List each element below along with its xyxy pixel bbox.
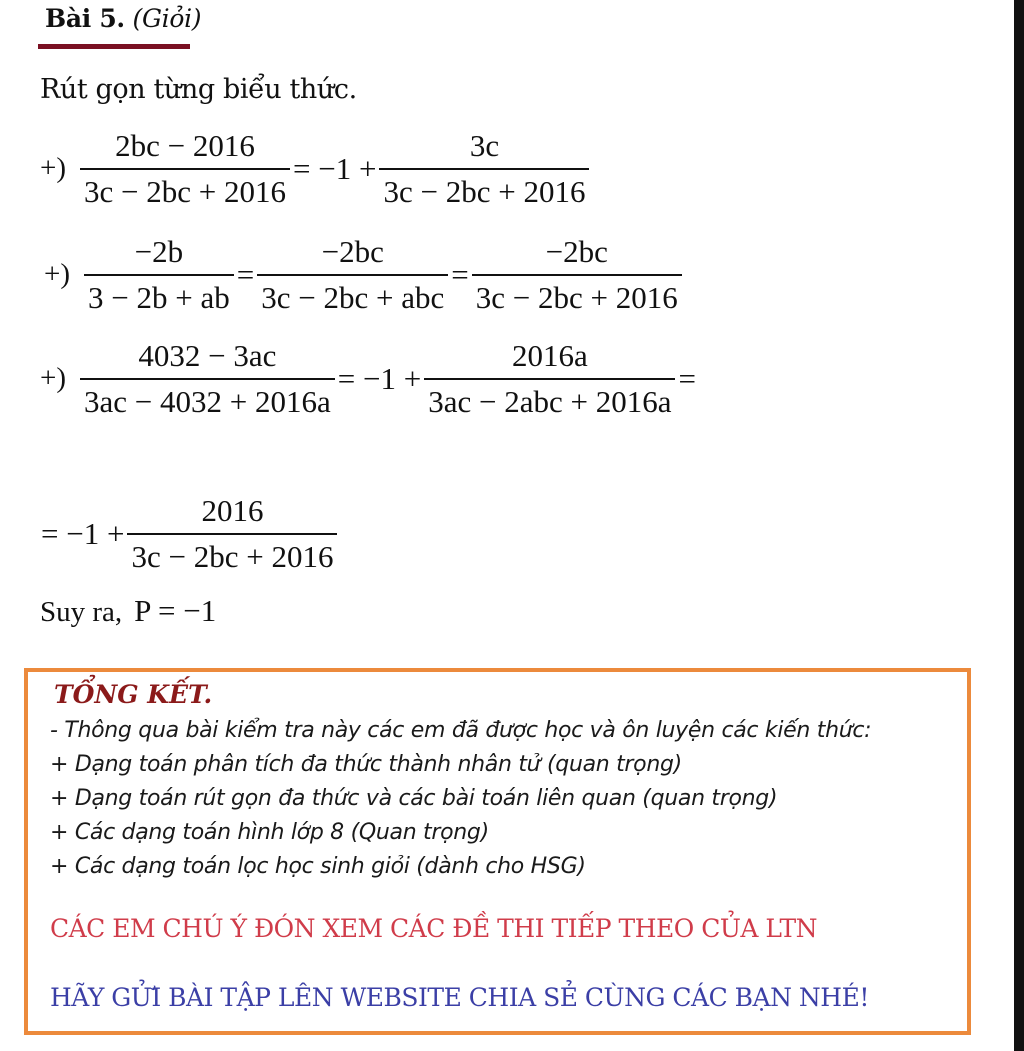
fraction: [80, 128, 290, 209]
fraction: [379, 128, 589, 209]
fraction-denominator: 3 − 2b + ab: [88, 279, 230, 315]
instruction-text: Rút gọn từng biểu thức.: [40, 74, 357, 105]
fraction: [472, 234, 682, 315]
summary-title: TỔNG KẾT.: [54, 680, 213, 709]
fraction-numerator: 2bc − 2016: [115, 128, 255, 163]
equation-line-3: [40, 338, 697, 419]
fraction-numerator: −2bc: [545, 234, 608, 269]
fraction-bar: [84, 274, 234, 276]
fraction: [80, 338, 335, 419]
equation-operator: = −1 +: [41, 515, 125, 551]
fraction-denominator: 3c − 2bc + 2016: [475, 279, 678, 315]
fraction-denominator: 3c − 2bc + 2016: [383, 173, 586, 209]
conclusion-expression: P = −1: [134, 593, 217, 628]
exercise-level: (Giỏi): [132, 4, 202, 33]
equation-marker: +): [40, 152, 67, 185]
equation-line-2: [44, 234, 684, 315]
fraction-denominator: 3c − 2bc + abc: [261, 279, 445, 315]
fraction-bar: [127, 533, 337, 535]
equation-operator: =: [236, 256, 255, 292]
fraction-denominator: 3ac − 4032 + 2016a: [84, 383, 331, 419]
conclusion-label: Suy ra,: [40, 596, 123, 628]
fraction-numerator: −2bc: [321, 234, 384, 269]
fraction-bar: [80, 168, 290, 170]
fraction-denominator: 3c − 2bc + 2016: [84, 173, 286, 209]
exercise-number: Bài 5.: [45, 4, 125, 33]
exercise-heading: [45, 4, 201, 33]
fraction: [127, 493, 337, 574]
fraction-bar: [472, 274, 682, 276]
fraction-denominator: 3ac − 2abc + 2016a: [428, 383, 672, 419]
summary-box: [24, 668, 971, 1035]
equation-operator: =: [451, 256, 469, 292]
summary-line: + Các dạng toán hình lớp 8 (Quan trọng): [50, 820, 489, 845]
equation-line-4: [40, 493, 339, 574]
fraction-numerator: 4032 − 3ac: [138, 338, 277, 373]
fraction-bar: [257, 274, 448, 276]
fraction: [424, 338, 675, 419]
equation-marker: +): [44, 258, 71, 291]
fraction-numerator: 2016: [201, 493, 264, 528]
notice-blue: HÃY GỬI BÀI TẬP LÊN WEBSITE CHIA SẺ CÙNG CÁC BẠN NHÉ!: [50, 983, 869, 1012]
summary-line: + Dạng toán rút gọn đa thức và các bài toán liên quan (quan trọng): [50, 786, 778, 811]
fraction-bar: [424, 378, 675, 380]
fraction-numerator: 3c: [469, 128, 500, 163]
summary-line: + Các dạng toán lọc học sinh giỏi (dành cho HSG): [50, 854, 586, 879]
summary-line: + Dạng toán phân tích đa thức thành nhân tử (quan trọng): [50, 752, 682, 777]
equation-marker: +): [40, 362, 67, 395]
equation-line-1: [40, 128, 591, 209]
fraction: [84, 234, 234, 315]
fraction-numerator: 2016a: [511, 338, 588, 373]
fraction: [257, 234, 448, 315]
fraction-bar: [379, 168, 589, 170]
heading-underline: [38, 44, 190, 49]
equation-operator: =: [678, 360, 696, 396]
fraction-bar: [80, 378, 335, 380]
equation-operator: = −1 +: [293, 150, 377, 186]
summary-line: - Thông qua bài kiểm tra này các em đã được học và ôn luyện các kiến thức:: [50, 718, 872, 743]
page-edge: [1014, 0, 1024, 1051]
conclusion: [40, 593, 216, 629]
fraction-denominator: 3c − 2bc + 2016: [131, 538, 334, 574]
fraction-numerator: −2b: [134, 234, 184, 269]
notice-red: CÁC EM CHÚ Ý ĐÓN XEM CÁC ĐỀ THI TIẾP THEO CỦA LTN: [50, 914, 818, 943]
equation-operator: = −1 +: [337, 360, 422, 396]
